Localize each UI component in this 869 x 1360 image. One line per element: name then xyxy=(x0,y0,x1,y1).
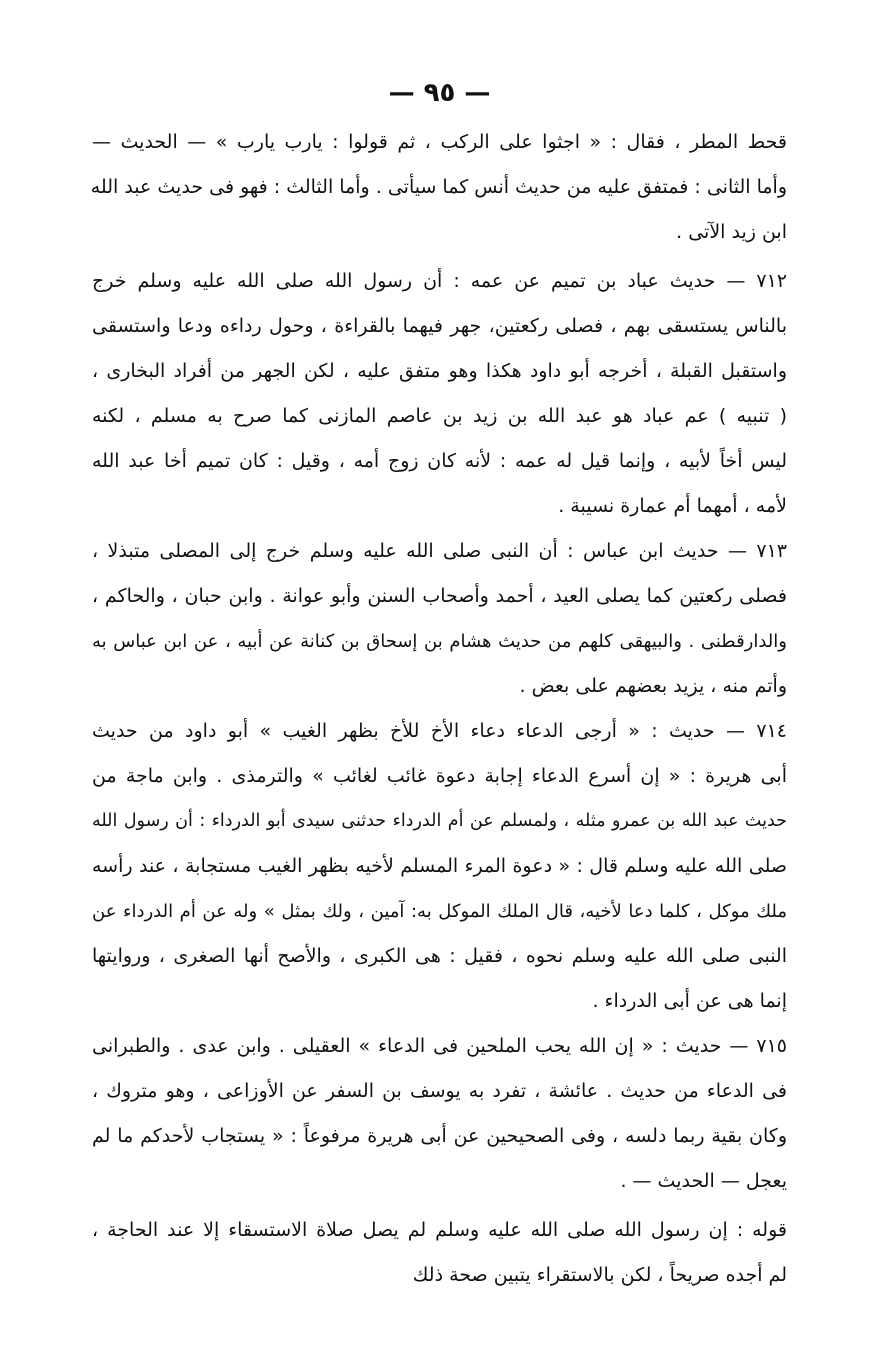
text-line: لأمه ، أمهما أم عمارة نسيبة . xyxy=(558,495,787,517)
text-line: قوله : إن رسول الله صلى الله عليه وسلم لم يصل صلاة الاستسقاء إلا عند الحاجة ، xyxy=(92,1219,787,1241)
text-line: وأتم منه ، يزيد بعضهم على بعض . xyxy=(519,675,787,697)
text-line: ٧١٤ — حديث : « أرجى الدعاء دعاء الأخ للأخ بظهر الغيب » أبو داود من حديث xyxy=(92,720,787,742)
text-line: إنما هى عن أبى الدرداء . xyxy=(592,990,787,1012)
page-number: — ٩٥ — xyxy=(388,78,491,108)
text-line: قحط المطر ، فقال : « اجثوا على الركب ، ثم قولوا : يارب يارب » — الحديث — xyxy=(92,131,787,153)
text-line: ملك موكل ، كلما دعا لأخيه، قال الملك الموكل به: آمين ، ولك بمثل » وله عن أم الدرداء عن xyxy=(92,901,787,922)
text-line: حديث عبد الله بن عمرو مثله ، ولمسلم عن أم الدرداء حدثنى سيدى أبو الدرداء : أن رسول الله xyxy=(92,811,787,831)
text-line: وأما الثانى : فمتفق عليه من حديث أنس كما سيأتى . وأما الثالث : فهو فى حديث عبد الله xyxy=(90,176,787,198)
hadith-712 xyxy=(92,259,787,529)
text-line: صلى الله عليه وسلم قال : « دعوة المرء المسلم لأخيه بظهر الغيب مستجابة ، عند رأسه xyxy=(92,855,787,877)
text-line: ليس أخاً لأبيه ، وإنما قيل له عمه : لأنه كان زوج أمه ، وقيل : كان تميم أخا عبد الله xyxy=(92,450,787,472)
text-line: ٧١٣ — حديث ابن عباس : أن النبى صلى الله عليه وسلم خرج إلى المصلى متبذلا ، xyxy=(92,540,787,562)
text-line: واستقبل القبلة ، أخرجه أبو داود هكذا وهو متفق عليه ، لكن الجهر من أفراد البخارى ، xyxy=(92,360,787,382)
text-line: النبى صلى الله عليه وسلم نحوه ، فقيل : هى الكبرى ، والأصح أنها الصغرى ، وروايتها xyxy=(92,945,787,967)
text-line: فى الدعاء من حديث . عائشة ، تفرد به يوسف بن السفر عن الأوزاعى ، وهو متروك ، xyxy=(92,1080,787,1102)
text-line: أبى هريرة : « إن أسرع الدعاء إجابة دعوة غائب لغائب » والترمذى . وابن ماجة من xyxy=(92,765,787,787)
text-line: ٧١٢ — حديث عباد بن تميم عن عمه : أن رسول الله صلى الله عليه وسلم خرج xyxy=(92,270,787,292)
text-line: ( تنبيه ) عم عباد هو عبد الله بن زيد بن عاصم المازنى كما صرح به مسلم ، لكنه xyxy=(92,405,787,427)
text-line: فصلى ركعتين كما يصلى العيد ، أحمد وأصحاب السنن وأبو عوانة . وابن حبان ، والحاكم ، xyxy=(92,585,787,607)
text-line: والدارقطنى . والبيهقى كلهم من حديث هشام بن إسحاق بن كنانة عن أبيه ، عن ابن عباس به xyxy=(92,631,787,652)
hadith-713 xyxy=(92,529,787,709)
hadith-715 xyxy=(92,1024,787,1204)
commentary-paragraph xyxy=(92,1208,787,1298)
paragraph-continuation xyxy=(92,120,787,255)
hadith-714 xyxy=(92,709,787,1024)
text-line: لم أجده صريحاً ، لكن بالاستقراء يتبين صحة ذلك xyxy=(412,1264,787,1286)
text-line: ٧١٥ — حديث : « إن الله يحب الملحين فى الدعاء » العقيلى . وابن عدى . والطبرانى xyxy=(92,1035,787,1057)
book-page xyxy=(92,78,787,1340)
text-line: وكان بقية ربما دلسه ، وفى الصحيحين عن أبى هريرة مرفوعاً : « يستجاب لأحدكم ما لم xyxy=(92,1125,787,1147)
text-line: ابن زيد الآتى . xyxy=(676,221,787,243)
text-line: يعجل — الحديث — . xyxy=(620,1170,787,1192)
text-line: بالناس يستسقى بهم ، فصلى ركعتين، جهر فيهما بالقراءة ، وحول رداءه ودعا واستسقى xyxy=(92,315,787,337)
